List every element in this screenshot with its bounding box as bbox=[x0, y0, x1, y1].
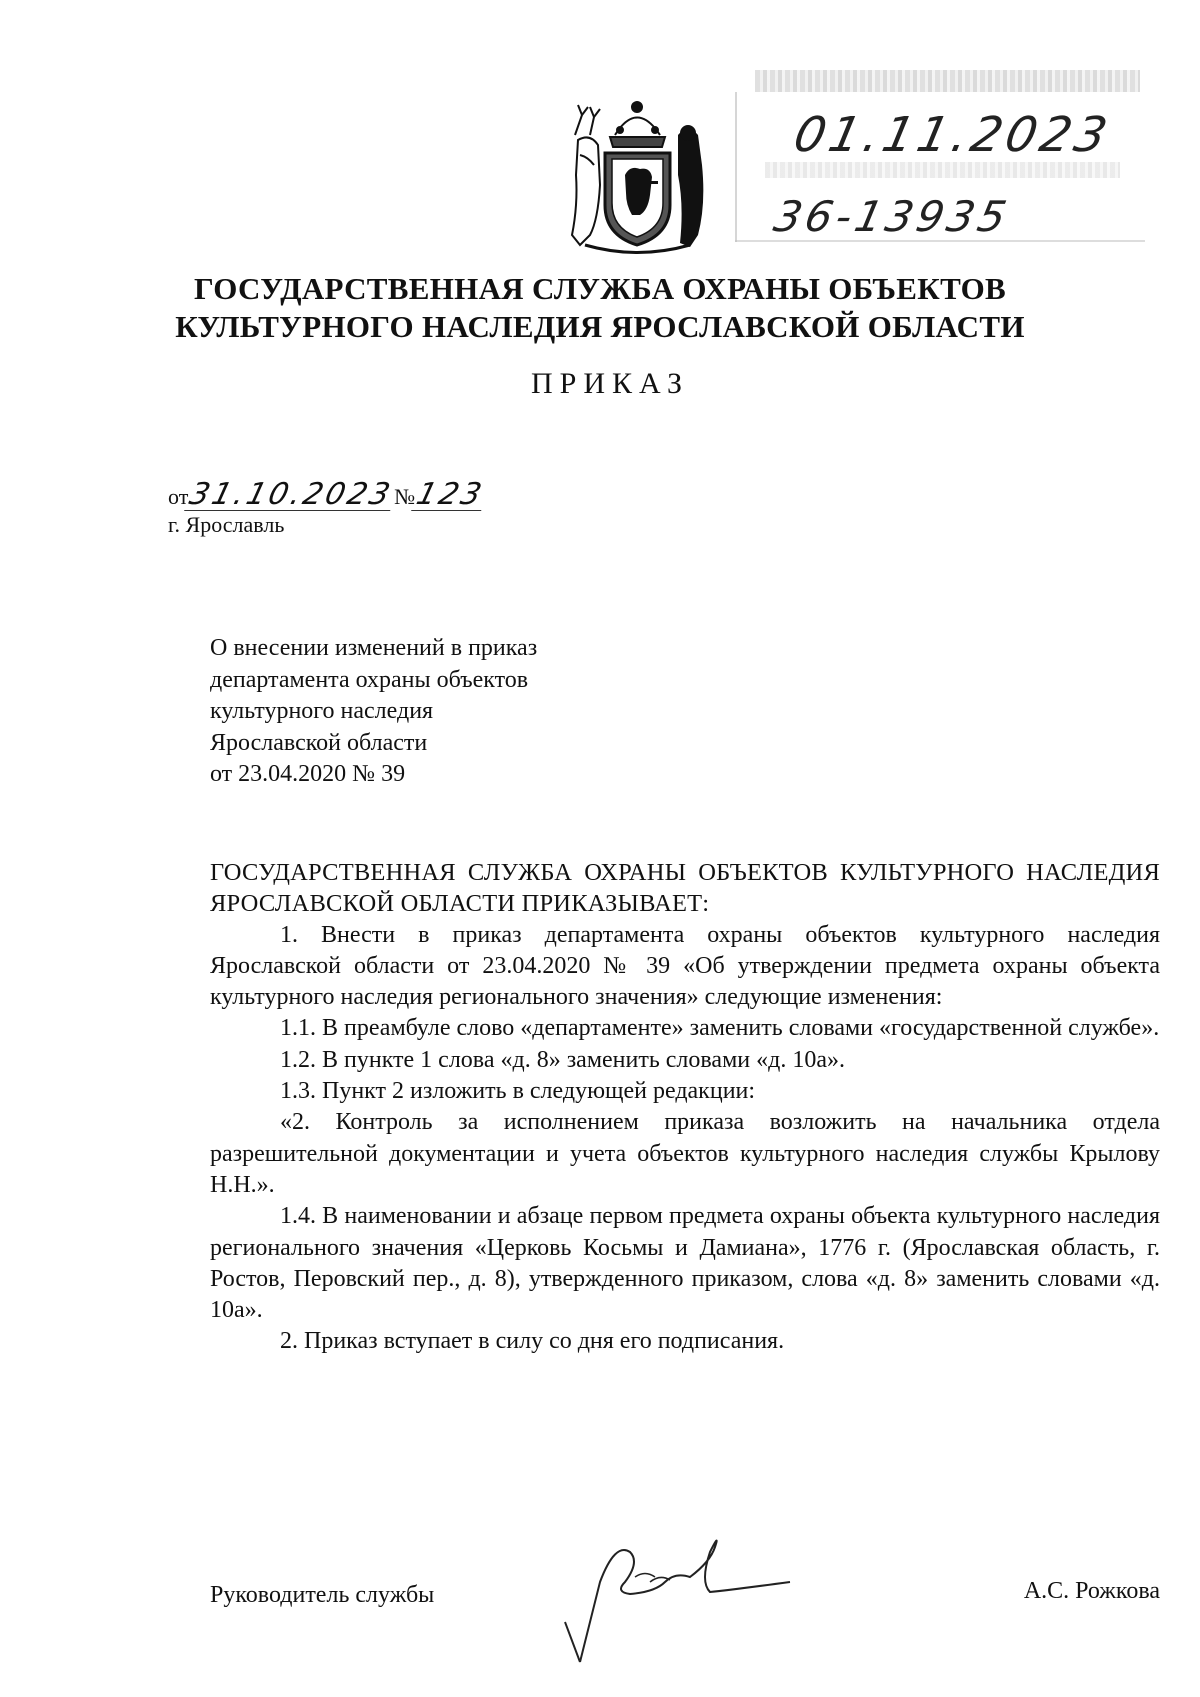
paragraph-1-3-quote: «2. Контроль за исполнением приказа возложить на начальника отдела разрешительной документации и учета объектов культурного наследия службы Крылову Н.Н.». bbox=[210, 1109, 1160, 1198]
stamp-faded-line bbox=[765, 162, 1120, 178]
order-date-number-row bbox=[168, 477, 488, 512]
handwritten-signature bbox=[560, 1522, 820, 1672]
signatory-name: А.С. Рожкова bbox=[1023, 1578, 1160, 1604]
organization-line-1: ГОСУДАРСТВЕННАЯ СЛУЖБА ОХРАНЫ ОБЪЕКТОВ bbox=[193, 271, 1007, 306]
organization-line-2: КУЛЬТУРНОГО НАСЛЕДИЯ ЯРОСЛАВСКОЙ ОБЛАСТИ bbox=[175, 309, 1025, 344]
order-city: г. Ярославль bbox=[168, 512, 285, 537]
order-subject bbox=[210, 633, 630, 791]
paragraph-1-2: 1.2. В пункте 1 слова «д. 8» заменить словами «д. 10а». bbox=[280, 1046, 845, 1073]
order-body bbox=[210, 857, 1160, 1358]
document-type-title: ПРИКАЗ bbox=[531, 367, 689, 400]
signatory-title: Руководитель службы bbox=[210, 1582, 435, 1608]
paragraph-1-3: 1.3. Пункт 2 изложить в следующей редакции: bbox=[280, 1078, 756, 1105]
paragraph-1: 1. Внести в приказ департамента охраны объектов культурного наследия Ярославской области от 23.04.2020 № 39 «Об утверждении предмета охраны объекта культурного наследия регионального значения» следующие изменения: bbox=[210, 921, 1160, 1011]
paragraph-1-4: 1.4. В наименовании и абзаце первом предмета охраны объекта культурного наследия регионального значения «Церковь Косьмы и Дамиана», 1776 г. (Ярославская область, г. Ростов, Перовский пер., д. 8), утвержденного приказом, слова «д. 8» заменить словами «д. 10а». bbox=[210, 1203, 1160, 1324]
paragraph-1-1: 1.1. В преамбуле слово «департаменте» заменить словами «государственной службе». bbox=[280, 1015, 1160, 1042]
stamp-faded-line bbox=[755, 70, 1140, 92]
from-label: от bbox=[168, 484, 189, 509]
subject-line: Ярославской области bbox=[210, 729, 428, 756]
stamp-date: 01.11.2023 bbox=[789, 107, 1116, 163]
organization-heading bbox=[0, 270, 1200, 346]
subject-line: О внесении изменений в приказ bbox=[210, 635, 538, 661]
body-intro: ГОСУДАРСТВЕННАЯ СЛУЖБА ОХРАНЫ ОБЪЕКТОВ КУЛЬТУРНОГО НАСЛЕДИЯ ЯРОСЛАВСКОЙ ОБЛАСТИ ПРИКАЗЫВАЕТ: bbox=[210, 859, 1160, 918]
order-number: 123 bbox=[412, 477, 488, 512]
registration-stamp bbox=[735, 62, 1155, 252]
coat-of-arms-emblem bbox=[560, 95, 715, 255]
subject-line: департамента охраны объектов bbox=[210, 666, 529, 693]
paragraph-2: 2. Приказ вступает в силу со дня его подписания. bbox=[280, 1328, 785, 1355]
subject-line: культурного наследия bbox=[210, 698, 434, 724]
stamp-frame bbox=[735, 92, 737, 242]
order-meta bbox=[168, 477, 488, 539]
subject-line: от 23.04.2020 № 39 bbox=[210, 761, 406, 787]
order-date: 31.10.2023 bbox=[186, 477, 397, 512]
number-label: № bbox=[394, 484, 416, 509]
stamp-number: 36-13935 bbox=[769, 192, 1015, 241]
